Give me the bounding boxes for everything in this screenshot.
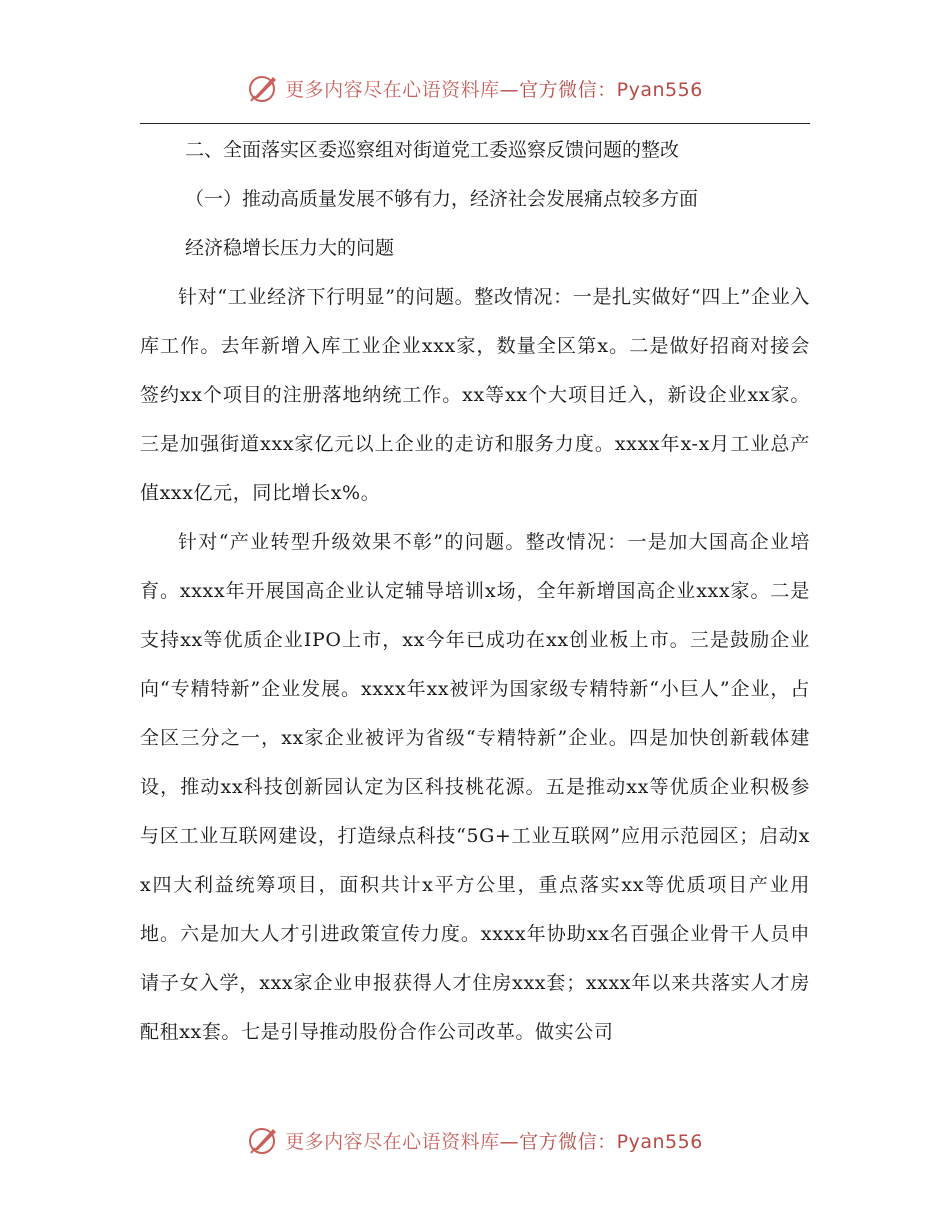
header-watermark: [0, 72, 950, 104]
footer-watermark: [0, 1124, 950, 1156]
paragraph-industrial-economy: 针对“工业经济下行明显”的问题。整改情况：一是扎实做好“四上”企业入库工作。去年新增入库工业企业xxx家，数量全区第x。二是做好招商对接会签约xx个项目的注册落地纳统工作。xx等xx个大项目迁入，新设企业xx家。三是加强街道xxx家亿元以上企业的走访和服务力度。xxxx年x-x月工业总产值xxx亿元，同比增长x%。: [140, 286, 810, 504]
banner-wechat-text: —官方微信：Pyan556: [499, 78, 703, 101]
banner-wechat-text: —官方微信：Pyan556: [499, 1130, 703, 1153]
quill-logo-icon: [247, 1124, 279, 1156]
document-body: [140, 126, 810, 1057]
subsection-heading: （一）推动高质量发展不够有力，经济社会发展痛点较多方面: [185, 188, 699, 210]
section-heading: 二、全面落实区委巡察组对街道党工委巡察反馈问题的整改: [185, 139, 680, 161]
topic-heading: 经济稳增长压力大的问题: [185, 237, 395, 259]
paragraph-industrial-upgrade: 针对“产业转型升级效果不彰”的问题。整改情况：一是加大国高企业培育。xxxx年开展国高企业认定辅导培训x场，全年新增国高企业xxx家。二是支持xx等优质企业IPO上市，xx今年已成功在xx创业板上市。三是鼓励企业向“专精特新”企业发展。xxxx年xx被评为国家级专精特新“小巨人”企业，占全区三分之一，xx家企业被评为省级“专精特新”企业。四是加快创新载体建设，推动xx科技创新园认定为区科技桃花源。五是推动xx等优质企业积极参与区工业互联网建设，打造绿点科技“5G+工业互联网”应用示范园区；启动xx四大利益统筹项目，面积共计x平方公里，重点落实xx等优质项目产业用地。六是加大人才引进政策宣传力度。xxxx年协助xx名百强企业骨干人员申请子女入学，xxx家企业申报获得人才住房xxx套；xxxx年以来共落实人才房配租xx套。七是引导推动股份合作公司改革。做实公司: [140, 531, 810, 1043]
quill-logo-icon: [247, 72, 279, 104]
banner-brand-text: 更多内容尽在心语资料库: [285, 1130, 500, 1153]
banner-brand-text: 更多内容尽在心语资料库: [285, 78, 500, 101]
header-divider: [140, 123, 810, 124]
